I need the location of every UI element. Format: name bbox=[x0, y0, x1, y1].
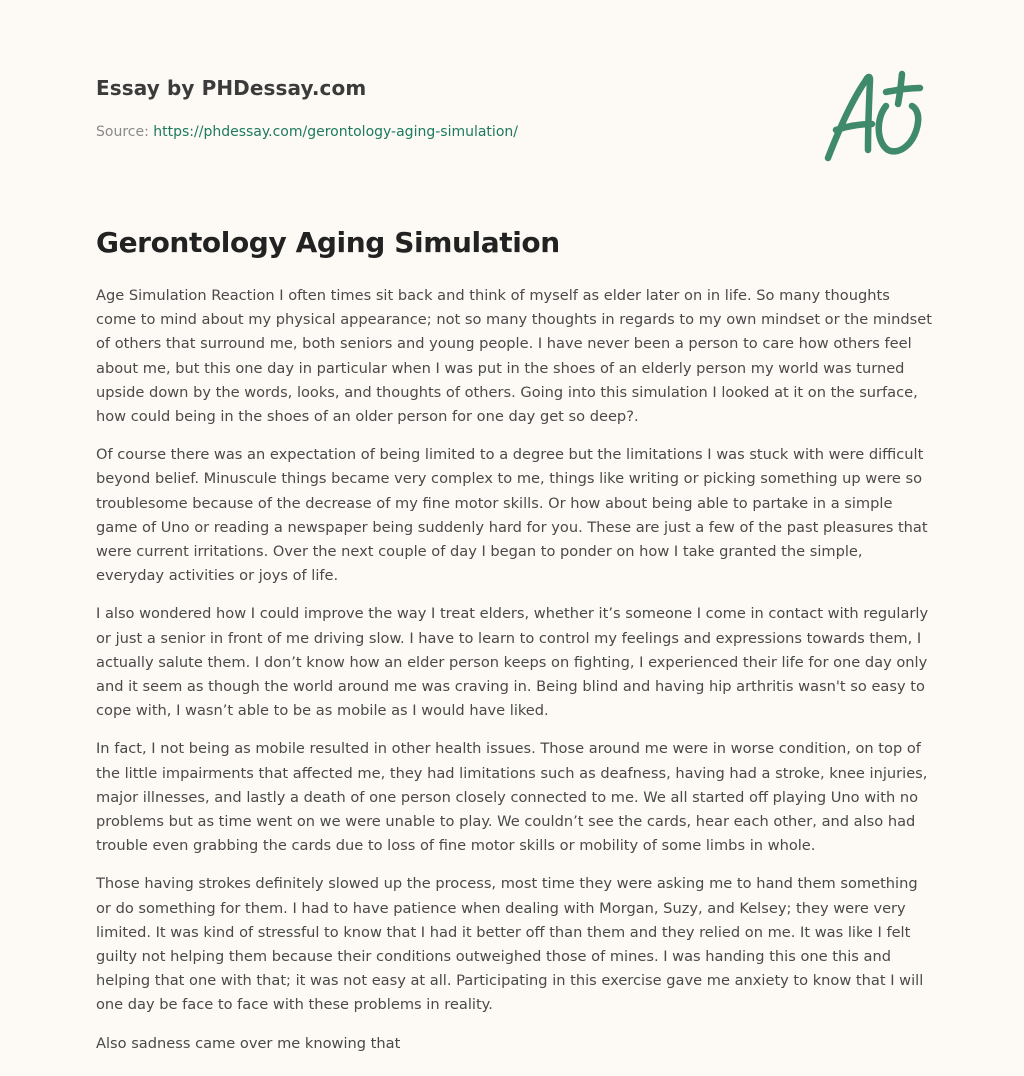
source-link[interactable]: https://phdessay.com/gerontology-aging-simulation/ bbox=[153, 124, 518, 140]
essay-paragraph: In fact, I not being as mobile resulted in other health issues. Those around me were in worse condition, on top of the little impairments that affected me, they had limitations such as deafness, having had a stroke, knee injuries, major illnesses, and lastly a death of one person closely connected to me. We all started off playing Uno with no problems but as time went on we were unable to play. We couldn’t see the cards, hear each other, and also had trouble even grabbing the cards due to loss of fine motor skills or mobility of some limbs in whole. bbox=[96, 740, 928, 855]
essay-paragraph: I also wondered how I could improve the way I treat elders, whether it’s someone I come in contact with regularly or just a senior in front of me driving slow. I have to learn to control my feelings and expressions towards them, I actually salute them. I don’t know how an elder person keeps on fighting, I experienced their life for one day only and it seem as though the world around me was craving in. Being blind and having hip arthritis wasn't so easy to cope with, I wasn’t able to be as mobile as I would have liked. bbox=[96, 605, 929, 720]
essay-body bbox=[96, 284, 932, 1070]
a-plus-logo-icon bbox=[824, 66, 926, 166]
essay-paragraph: Of course there was an expectation of being limited to a degree but the limitations I was stuck with were difficult beyond belief. Minuscule things became very complex to me, things like writing or picking something up were so troublesome because of the decrease of my fine motor skills. Or how about being able to partake in a simple game of Uno or reading a newspaper being suddenly hard for you. These are just a few of the past pleasures that were current irritations. Over the next couple of day I began to ponder on how I take granted the simple, everyday activities or joys of life. bbox=[96, 446, 928, 585]
essay-title: Gerontology Aging Simulation bbox=[96, 226, 560, 259]
site-title: Essay by PHDessay.com bbox=[96, 76, 367, 100]
essay-paragraph: Age Simulation Reaction I often times sit back and think of myself as elder later on in life. So many thoughts come to mind about my physical appearance; not so many thoughts in regards to my own mindset or the mindset of others that surround me, both seniors and young people. I have never been a person to care how others feel about me, but this one day in particular when I was put in the shoes of an elderly person my world was turned upside down by the words, looks, and thoughts of others. Going into this simulation I looked at it on the surface, how could being in the shoes of an older person for one day get so deep?. bbox=[96, 287, 932, 426]
essay-paragraph: Also sadness came over me knowing that bbox=[96, 1034, 401, 1052]
source-label: Source: bbox=[96, 124, 154, 140]
essay-paragraph: Those having strokes definitely slowed up the process, most time they were asking me to hand them something or do something for them. I had to have patience when dealing with Morgan, Suzy, and Kelsey; they were very limited. It was kind of stressful to know that I had it better off than them and they relied on me. It was like I felt guilty not helping them because their conditions outweighed those of mines. I was handing this one this and helping that one with that; it was not easy at all. Participating in this exercise gave me anxiety to know that I will one day be face to face with these problems in reality. bbox=[96, 875, 924, 1014]
source-line bbox=[96, 124, 518, 140]
